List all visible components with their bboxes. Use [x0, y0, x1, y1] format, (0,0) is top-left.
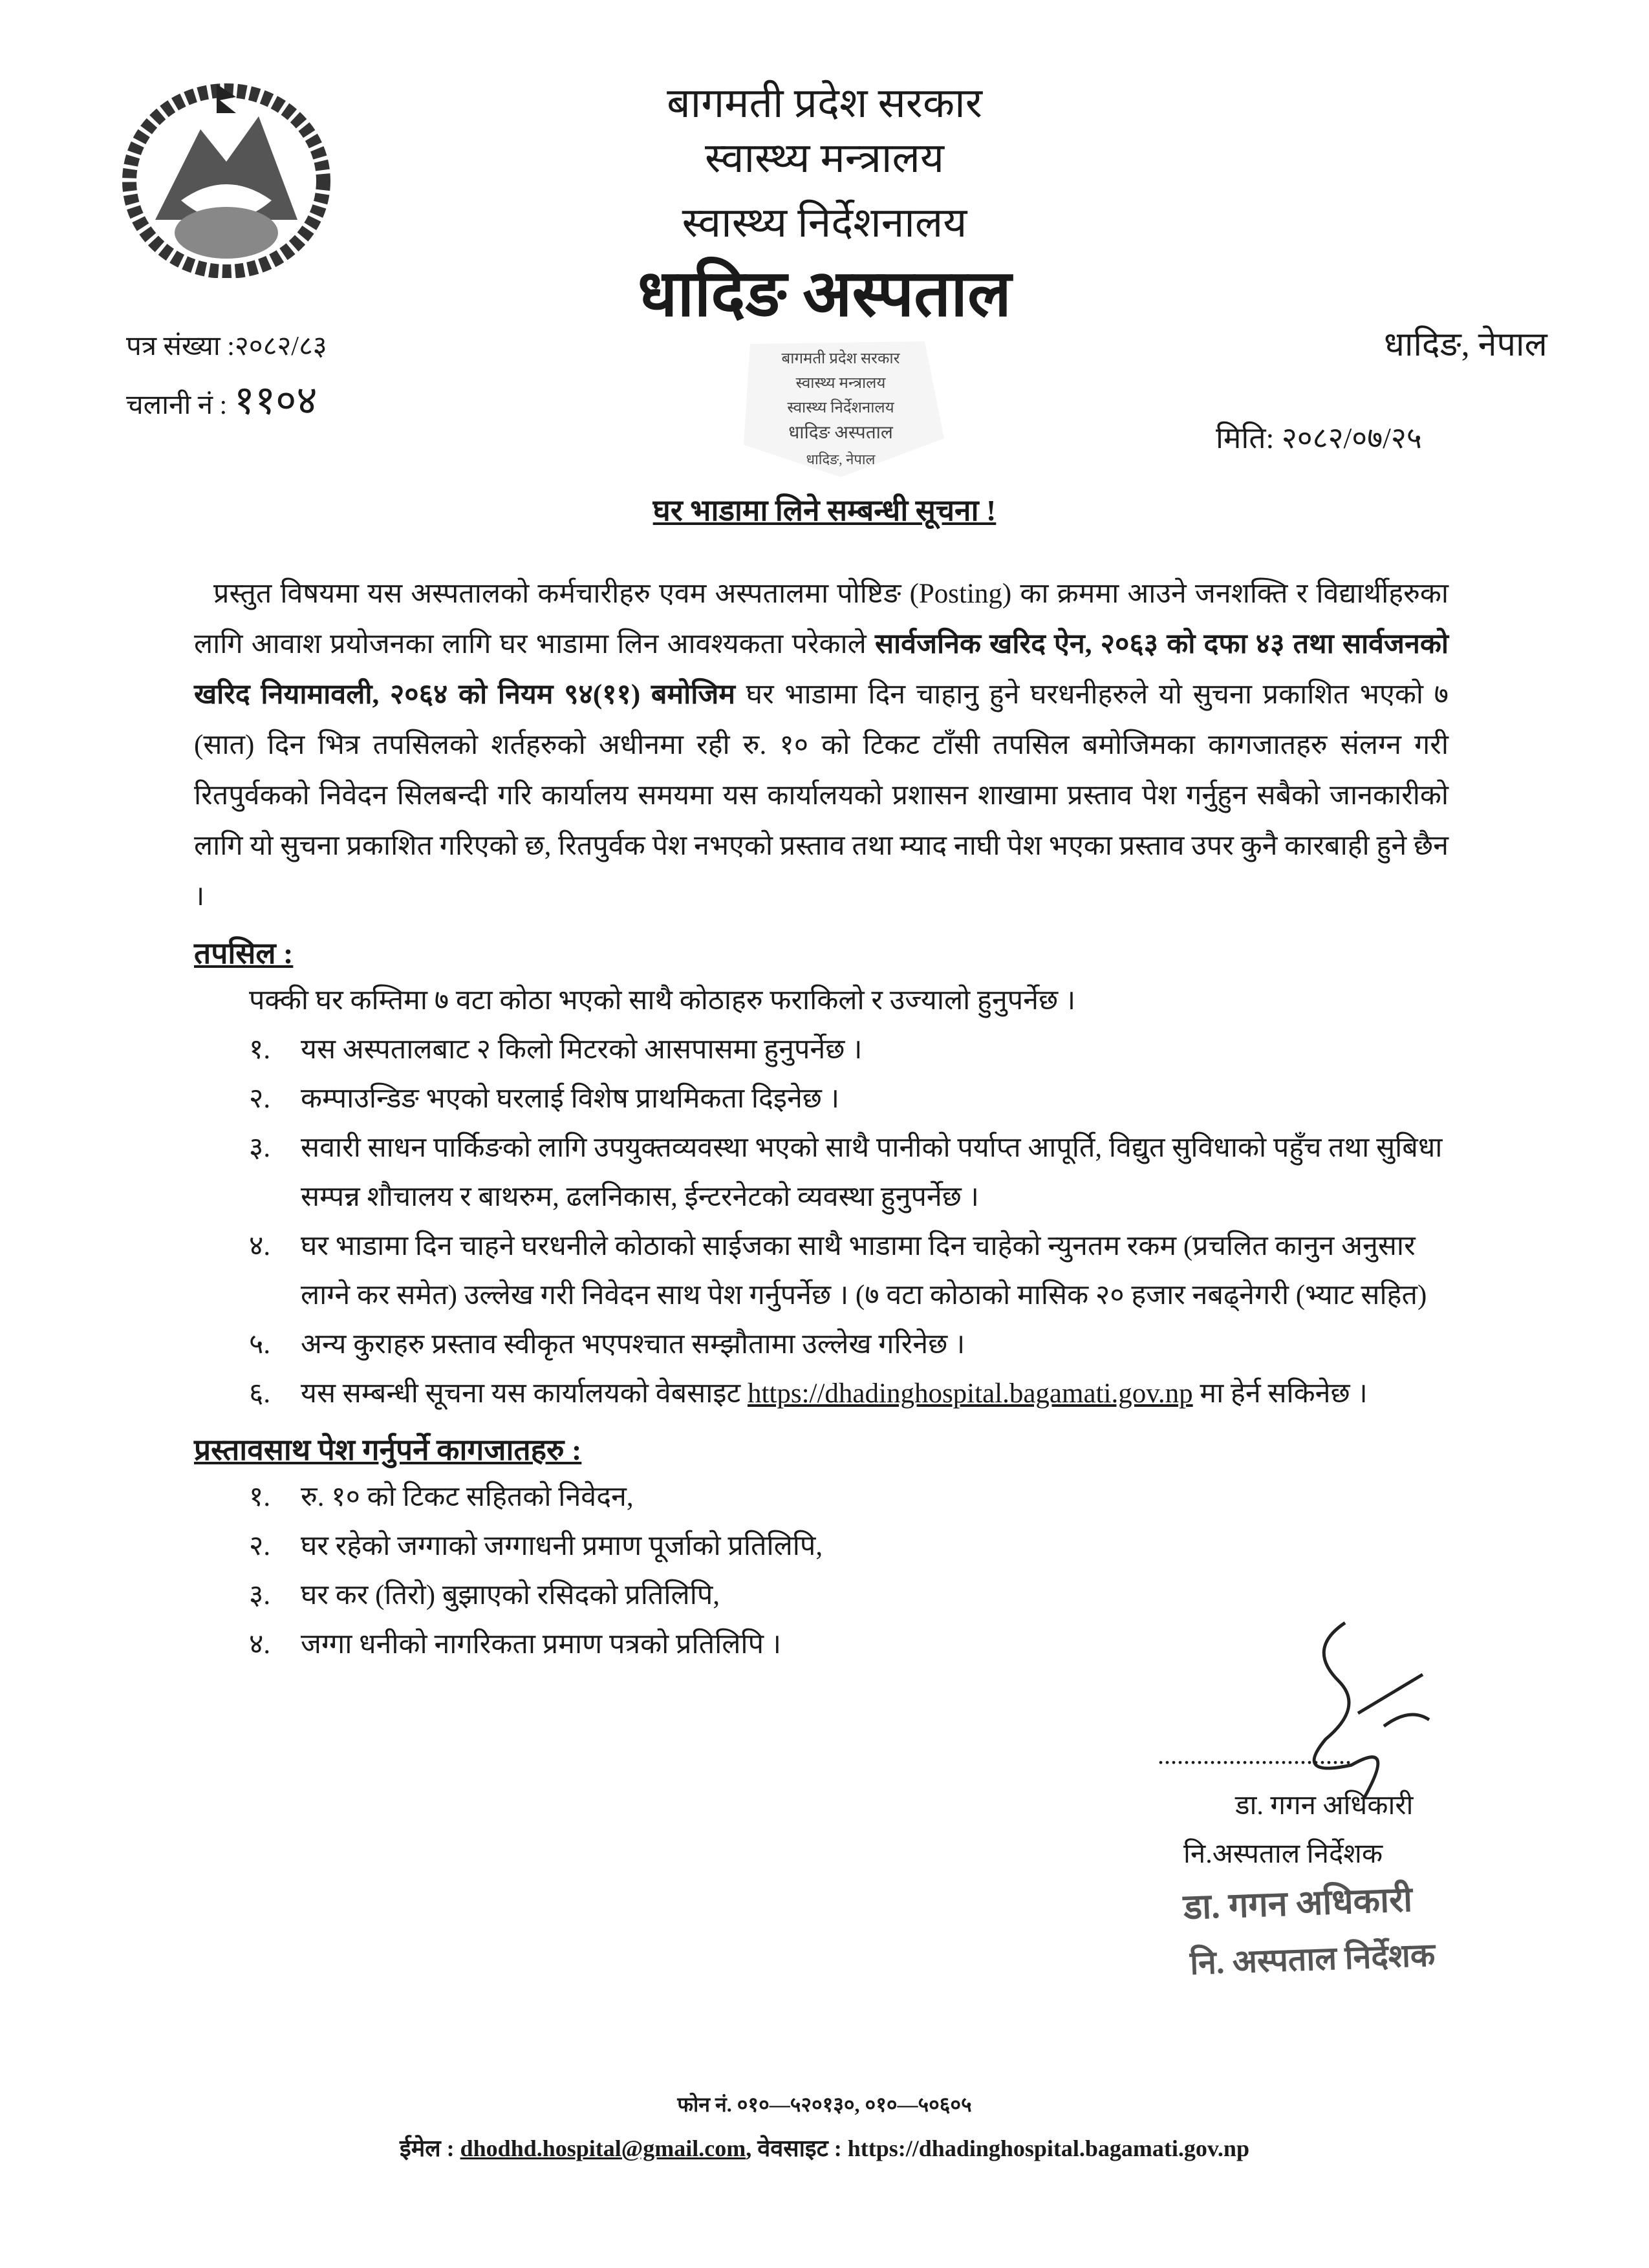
website-link[interactable]: https://dhadinghospital.bagamati.gov.np: [747, 1378, 1193, 1409]
signature-mark: [1267, 1610, 1449, 1804]
svg-text:स्वास्थ्य निर्देशनालय: स्वास्थ्य निर्देशनालय: [787, 400, 894, 416]
office-stamp: [731, 341, 951, 478]
header-directorate: स्वास्थ्य निर्देशनालय: [682, 200, 967, 246]
header-province: बागमती प्रदेश सरकार: [667, 80, 982, 126]
name-stamp: डा. गगन अधिकारी: [1183, 1879, 1414, 1927]
documents-list: [194, 1473, 1090, 1669]
list-item: ४. जग्गा धनीको नागरिकता प्रमाण पत्रको प्रतिलिपि ।: [249, 1629, 782, 1660]
svg-text:धादिङ, नेपाल: धादिङ, नेपाल: [806, 451, 876, 467]
notice-body: प्रस्तुत विषयमा यस अस्पतालको कर्मचारीहरु एवम अस्पतालमा पोष्टिङ (Posting) का क्रममा आउने जनशक्ति र विद्यार्थीहरुका लागि आवाश प्रयोजनका लागि घर भाडामा लिन आवश्यकता परेकाले सार्वजनिक खरिद ऐन, २०६३ को दफा ४३ तथा सार्वजनको खरिद नियामावली, २०६४ को नियम ९४(११) बमोजिम घर भाडामा दिन चाहानु हुने घरधनीहरुले यो सुचना प्रकाशित भएको ७ (सात) दिन भित्र तपसिलको शर्तहरुको अधीनमा रही रु. १० को टिकट टाँसी तपसिल बमोजिमका कागजातहरु संलग्न गरी रितपुर्वकको निवेदन सिलबन्दी गरि कार्यालय समयमा यस कार्यालयको प्रशासन शाखामा प्रस्ताव पेश गर्नुहुन सबैको जानकारीको लागि यो सुचना प्रकाशित गरिएको छ, रितपुर्वक पेश नभएको प्रस्ताव तथा म्याद नाघी पेश भएका प्रस्ताव उपर कुनै कारबाही हुने छैन ।: [194, 579, 1449, 912]
list-item: १. रु. १० को टिकट सहितको निवेदन,: [249, 1482, 634, 1512]
signer-name: डा. गगन अधिकारी: [1235, 1791, 1414, 1821]
header-ministry: स्वास्थ्य मन्त्रालय: [705, 135, 944, 181]
documents-heading: प्रस्तावसाथ पेश गर्नुपर्ने कागजातहरु :: [194, 1433, 582, 1466]
svg-text:धादिङ अस्पताल: धादिङ अस्पताल: [788, 423, 893, 443]
svg-text:स्वास्थ्य मन्त्रालय: स्वास्थ्य मन्त्रालय: [795, 375, 886, 392]
designation-stamp: नि. अस्पताल निर्देशक: [1189, 1936, 1436, 1982]
list-item: २. घर रहेको जग्गाको जग्गाधनी प्रमाण पूर्जाको प्रतिलिपि,: [249, 1531, 823, 1561]
footer-phone: फोन नं. ०१०—५२०१३०, ०१०—५०६०५: [677, 2093, 972, 2116]
letter-number: पत्र संख्या :२०८२/८३: [126, 332, 327, 361]
tapsil-heading: तपसिल :: [194, 937, 294, 970]
dispatch-number: चलानी नं : ११०४: [126, 379, 318, 423]
signature-dots: ..............................: [1158, 1740, 1352, 1770]
list-item: ३. घर कर (तिरो) बुझाएको रसिदको प्रतिलिपि,: [249, 1580, 720, 1610]
footer-contact: ईमेल : dhodhd.hospital@gmail.com, वेवसाइट : https://dhadinghospital.bagamati.gov.np: [400, 2135, 1249, 2161]
location: धादिङ, नेपाल: [1384, 326, 1547, 363]
list-item: ५. अन्य कुराहरु प्रस्ताव स्वीकृत भएपश्चात सम्झौतामा उल्लेख गरिनेछ ।: [249, 1329, 965, 1360]
footer-website-link[interactable]: https://dhadinghospital.bagamati.gov.np: [847, 2135, 1249, 2161]
header-hospital: धादिङ अस्पताल: [638, 258, 1011, 330]
signer-designation: नि.अस्पताल निर्देशक: [1183, 1839, 1383, 1869]
list-item: ४. घर भाडामा दिन चाहने घरधनीले कोठाको साईजका साथै भाडामा दिन चाहेको न्युनतम रकम (प्रचलित कानुन अनुसार लाग्ने कर समेत) उल्लेख गरी निवेदन साथ पेश गर्नुपर्नेछ । (७ वटा कोठाको मासिक २० हजार नबढ्नेगरी (भ्याट सहित): [249, 1231, 1427, 1311]
tapsil-intro: पक्की घर कम्तिमा ७ वटा कोठा भएको साथै कोठाहरु फराकिलो र उज्यालो हुनुपर्नेछ ।: [249, 985, 1076, 1016]
tapsil-list: [194, 976, 1449, 1418]
date: मिति: २०८२/०७/२५: [1216, 422, 1422, 455]
notice-title: घर भाडामा लिने सम्बन्धी सूचना !: [652, 494, 997, 527]
list-item: ६. यस सम्बन्धी सूचना यस कार्यालयको वेबसाइट https://dhadinghospital.bagamati.gov.np मा हेर्न सकिनेछ ।: [249, 1378, 1368, 1409]
list-item: १. यस अस्पतालबाट २ किलो मिटरको आसपासमा हुनुपर्नेछ ।: [249, 1034, 863, 1065]
notice-content: [194, 569, 1449, 1669]
list-item: २. कम्पाउन्डिङ भएको घरलाई विशेष प्राथमिकता दिइनेछ ।: [249, 1084, 839, 1114]
svg-text:बागमती प्रदेश सरकार: बागमती प्रदेश सरकार: [781, 350, 900, 367]
footer-email-link[interactable]: dhodhd.hospital@gmail.com: [460, 2135, 746, 2161]
list-item: ३. सवारी साधन पार्किङको लागि उपयुक्तव्यवस्था भएको साथै पानीको पर्याप्त आपूर्ति, विद्युत सुविधाको पहुँच तथा सुबिधा सम्पन्न शौचालय र बाथरुम, ढलनिकास, ईन्टरनेटको व्यवस्था हुनुपर्नेछ ।: [249, 1133, 1443, 1212]
